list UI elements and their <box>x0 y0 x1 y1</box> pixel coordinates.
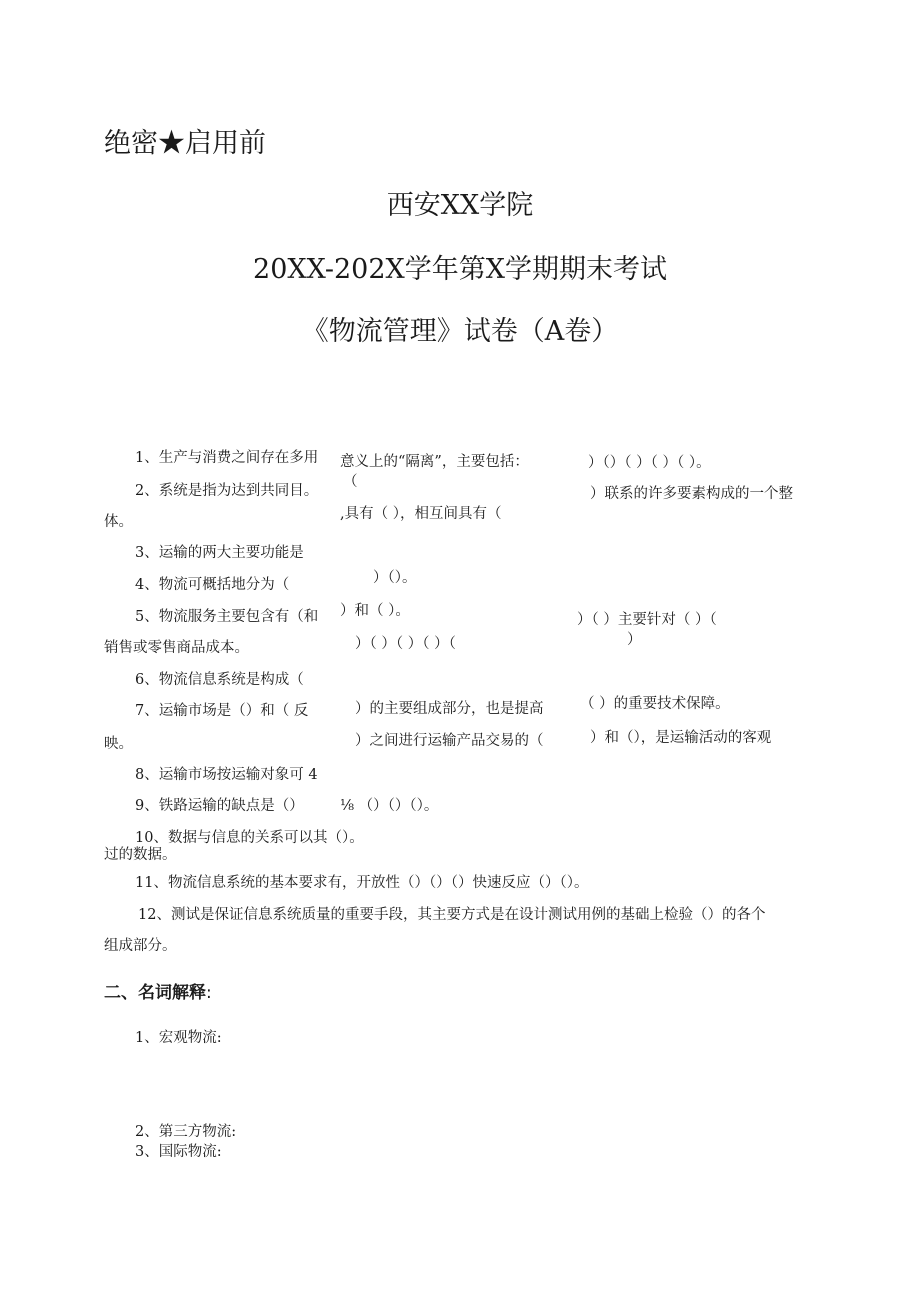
term-item-1: 1、宏观物流: <box>135 1030 222 1046</box>
q5-part-c: ）（ ）主要针对（ ）（ <box>577 612 717 628</box>
q7-part-a: 7、运输市场是（）和（ 反 <box>135 703 309 719</box>
q4-part-b: ）（）。 <box>373 570 417 586</box>
q10-part-a: 10、数据与信息的关系可以其（）。 <box>135 830 364 846</box>
q10-part-b: 过的数据。 <box>104 847 177 863</box>
section-2-heading <box>104 978 212 1003</box>
term-item-2: 2、第三方物流: <box>135 1124 237 1140</box>
section-2-title: 二、名词解释 <box>104 983 206 1003</box>
q4-part-a: 4、物流可概括地分为（ <box>135 577 290 593</box>
q9-part-b: ⅛ （）（）（）。 <box>340 798 439 814</box>
q1-part-c: ）（）（ ）（ ）（ ）。 <box>588 455 711 471</box>
q5-part-b: ）和（ ）。 <box>340 603 410 619</box>
term-item-3: 3、国际物流: <box>135 1144 222 1160</box>
q6-part-a: 6、物流信息系统是构成（ <box>135 672 304 688</box>
confidential-mark: 绝密★启用前 <box>104 128 266 159</box>
q9-part-a: 9、铁路运输的缺点是（） <box>135 798 304 814</box>
q3-part-a: 3、运输的两大主要功能是 <box>135 545 304 561</box>
exam-term: 20XX-202X学年第X学期期末考试 <box>253 254 667 285</box>
section-2-colon: : <box>206 983 212 1003</box>
q2-part-c: 体。 <box>104 514 133 530</box>
q11-part-a: 11、物流信息系统的基本要求有，开放性（）（）（）快速反应（）（）。 <box>135 875 589 891</box>
q8-part-a: 8、运输市场按运输对象可 4 <box>135 767 318 783</box>
q2-part-d: ,具有（ ），相互间具有（ <box>340 506 502 522</box>
school-name: 西安XX学院 <box>386 190 534 221</box>
q12-part-a: 12、测试是保证信息系统质量的重要手段，其主要方式是在设计测试用例的基础上检验（）的各个 <box>138 907 766 923</box>
q7-part-f: ）和（），是运输活动的客观 <box>590 730 772 746</box>
q7-part-b: ）的主要组成部分，也是提高 <box>355 701 544 717</box>
q7-part-d: 映。 <box>104 736 133 752</box>
q2-part-b: ）联系的许多要素构成的一个整 <box>590 486 793 502</box>
q12-part-b: 组成部分。 <box>104 938 177 954</box>
q7-part-e: ）之间进行运输产品交易的（ <box>355 733 544 749</box>
q5-part-d: 销售或零售商品成本。 <box>104 640 249 656</box>
q5-part-a: 5、物流服务主要包含有（和 <box>135 609 319 625</box>
q1-part-d: （ <box>343 474 358 490</box>
q5-part-f: ） <box>627 632 642 648</box>
q7-part-c: （ ）的重要技术保障。 <box>580 696 730 712</box>
q1-part-a: 1、生产与消费之间存在多用 <box>135 450 319 466</box>
q2-part-a: 2、系统是指为达到共同目。 <box>135 483 319 499</box>
q1-part-b: 意义上的“隔离”，主要包括： <box>340 454 529 470</box>
paper-title: 《物流管理》试卷（A卷） <box>301 316 619 347</box>
q5-part-e: ）（ ）（ ）（ ）（ <box>355 636 456 652</box>
